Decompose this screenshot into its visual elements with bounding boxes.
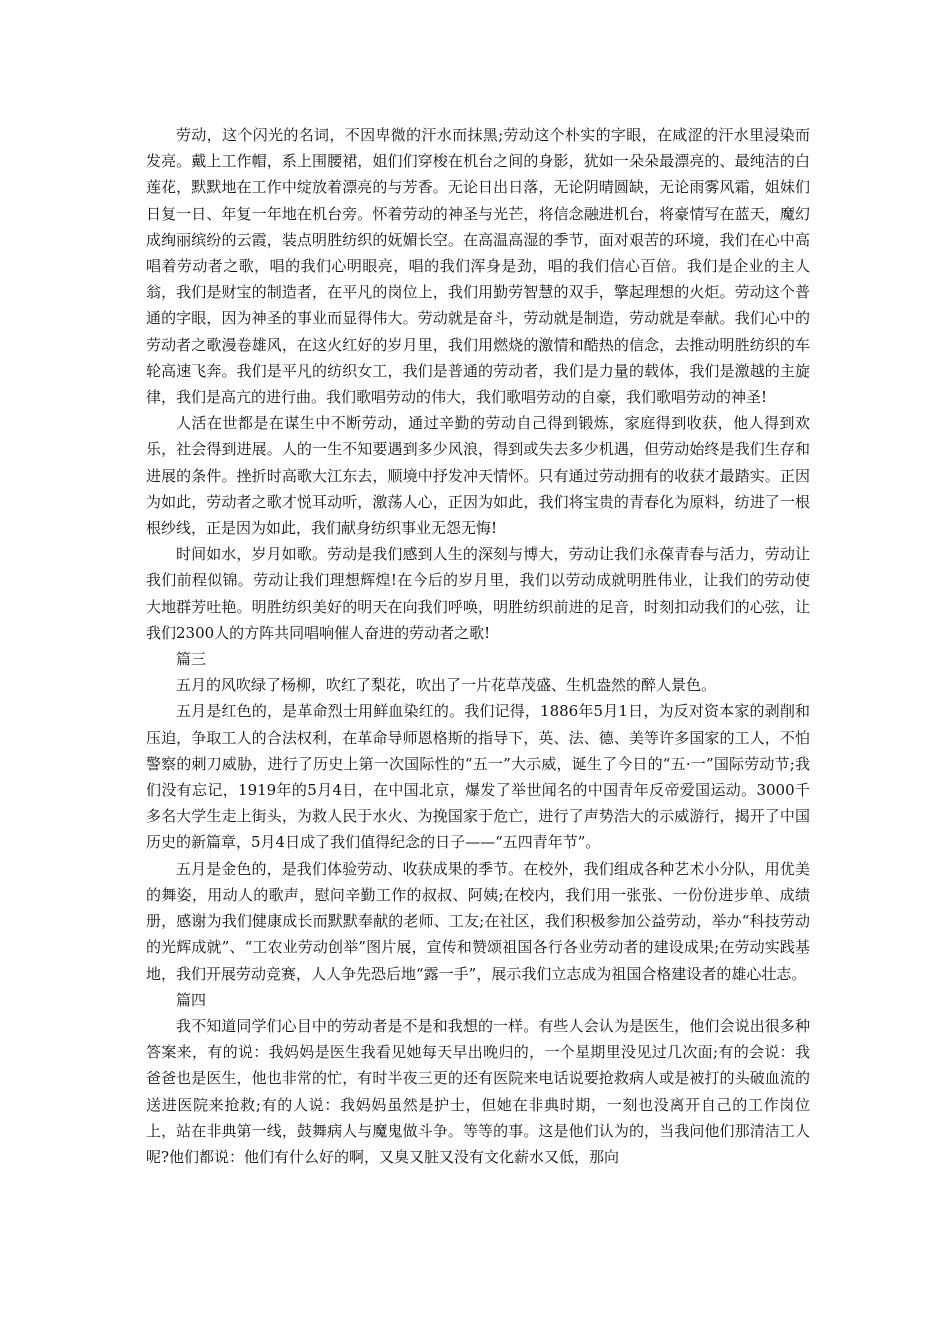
- paragraph-life-and-labor: 人活在世都是在谋生中不断劳动，通过辛勤的劳动自己得到锻炼，家庭得到收获，他人得到欢乐，社会得到进展。人的一生不知要遇到多少风浪，得到或失去多少机遇，但劳动始终是我们生存和进展的条件。挫折时高歌大江东去，顺境中抒发冲天情怀。只有通过劳动拥有的收获才最踏实。正因为如此，劳动者之歌才悦耳动听，激荡人心，正因为如此，我们将宝贵的青春化为原料，纺进了一根根纱线，正是因为如此，我们献身纺织事业无怨无悔!: [146, 414, 810, 538]
- paragraph-may-is-golden: 五月是金色的，是我们体验劳动、收获成果的季节。在校外，我们组成各种艺术小分队，用优美的舞姿，用动人的歌声，慰问辛勤工作的叔叔、阿姨;在校内，我们用一张张、一份份进步单、成绩册，感谢为我们健康成长而默默奉献的老师、工友;在社区，我们积极参加公益劳动，举办“科技劳动的光辉成就”、“工农业劳动创举”图片展，宣传和赞颂祖国各行各业劳动者的建设成果;在劳动实践基地，我们开展劳动竞赛，人人争先恐后地“露一手”，展示我们立志成为祖国合格建设者的雄心壮志。: [146, 859, 810, 983]
- document-body: [146, 122, 810, 1170]
- paragraph-may-is-red: 五月是红色的，是革命烈士用鲜血染红的。我们记得，1886年5月1日，为反对资本家的剥削和压迫，争取工人的合法权利，在革命导师恩格斯的指导下，英、法、德、美等许多国家的工人，不怕警察的刺刀威胁，进行了历史上第一次国际性的“五一”大示威，诞生了今日的“五·一”国际劳动节;我们没有忘记，1919年的5月4日，在中国北京，爆发了举世闻名的中国青年反帝爱国运动。3000千多名大学生走上街头，为救人民于水火、为挽国家于危亡，进行了声势浩大的示威游行，揭开了中国历史的新篇章，5月4日成了我们值得纪念的日子——“五四青年节”。: [146, 702, 810, 852]
- paragraph-labor-song: 劳动，这个闪光的名词，不因卑微的汗水而抹黑;劳动这个朴实的字眼，在咸涩的汗水里浸染而发亮。戴上工作帽，系上围腰裙，姐们们穿梭在机台之间的身影，犹如一朵朵最漂亮的、最纯洁的白莲花，默默地在工作中绽放着漂亮的与芳香。无论日出日落，无论阴晴圆缺，无论雨雾风霜，姐妹们日复一日、年复一年地在机台旁。怀着劳动的神圣与光芒，将信念融进机台，将豪情写在蓝天，魔幻成绚丽缤纷的云霞，装点明胜纺织的妩媚长空。在高温高湿的季节，面对艰苦的环境，我们在心中高唱着劳动者之歌，唱的我们心明眼亮，唱的我们浑身是劲，唱的我们信心百倍。我们是企业的主人翁，我们是财宝的制造者，在平凡的岗位上，我们用勤劳智慧的双手，擎起理想的火炬。劳动这个普通的字眼，因为神圣的事业而显得伟大。劳动就是奋斗，劳动就是制造，劳动就是奉献。我们心中的劳动者之歌漫卷雄风，在这火红好的岁月里，我们用燃烧的激情和酷热的信念，去推动明胜纺织的车轮高速飞奔。我们是平凡的纺织女工，我们是普通的劳动者，我们是力量的载体，我们是激越的主旋律，我们是高亢的进行曲。我们歌唱劳动的伟大，我们歌唱劳动的自豪，我们歌唱劳动的神圣!: [146, 126, 810, 407]
- paragraph-who-is-worker: 我不知道同学们心目中的劳动者是不是和我想的一样。有些人会认为是医生，他们会说出很多种答案来，有的说：我妈妈是医生我看见她每天早出晚归的，一个星期里没见过几次面;有的会说：我爸爸也是医生，他也非常的忙，有时半夜三更的还有医院来电话说要抢救病人或是被打的头破血流的送进医院来抢救;有的人说：我妈妈虽然是护士，但她在非典时期，一刻也没离开自己的工作岗位上，站在非典第一线，鼓舞病人与魔鬼做斗争。等等的事。这是他们认为的，当我问他们那清洁工人呢?他们都说：他们有什么好的啊，又臭又脏又没有文化薪水又低，那向: [146, 1016, 810, 1166]
- paragraph-time-like-water: 时间如水，岁月如歌。劳动是我们感到人生的深刻与博大，劳动让我们永葆青春与活力，劳动让我们前程似锦。劳动让我们理想辉煌!在今后的岁月里，我们以劳动成就明胜伟业，让我们的劳动使大地群芳吐艳。明胜纺织美好的明天在向我们呼唤，明胜纺织前进的足音，时刻扣动我们的心弦，让我们2300人的方阵共同唱响催人奋进的劳动者之歌!: [146, 545, 810, 642]
- section-heading-part-three: 篇三: [176, 650, 207, 669]
- paragraph-may-wind: 五月的风吹绿了杨柳，吹红了梨花，吹出了一片花草茂盛、生机盎然的醉人景色。: [176, 676, 717, 695]
- section-heading-part-four: 篇四: [176, 990, 207, 1009]
